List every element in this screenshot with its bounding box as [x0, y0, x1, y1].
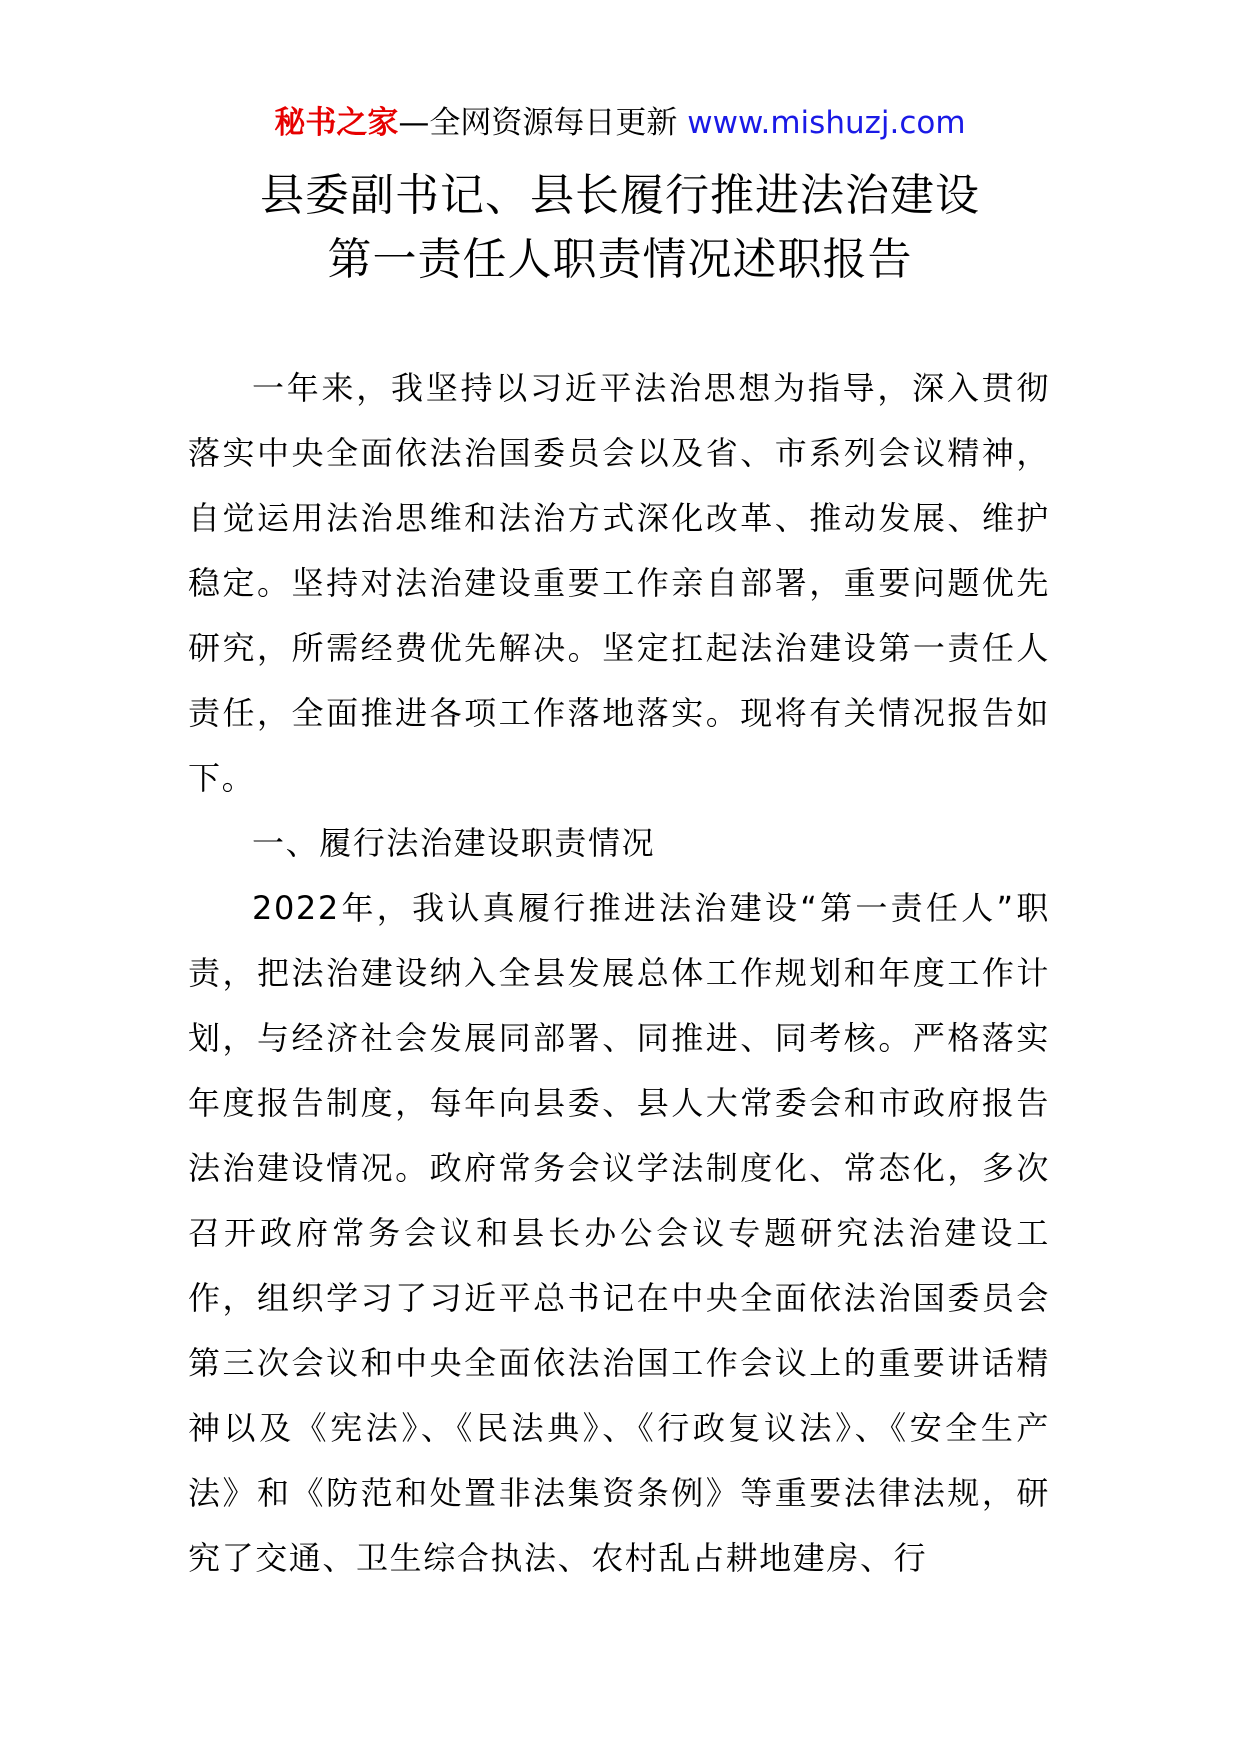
title-line-2: 第一责任人职责情况述职报告 [327, 234, 913, 285]
section-paragraph: 2022年，我认真履行推进法治建设“第一责任人”职责，把法治建设纳入全县发展总体工作规划和年度工作计划，与经济社会发展同部署、同推进、同考核。严格落实年度报告制度，每年向县委、县人大常委会和市政府报告法治建设情况。政府常务会议学法制度化、常态化，多次召开政府常务会议和县长办公会议专题研究法治建设工作，组织学习了习近平总书记在中央全面依法治国委员会第三次会议和中央全面依法治国工作会议上的重要讲话精神以及《宪法》、《民法典》、《行政复议法》、《安全生产法》和《防范和处置非法集资条例》等重要法律法规，研究了交通、卫生综合执法、农村乱占耕地建房、行 [188, 889, 1050, 1577]
section-heading: 一、履行法治建设职责情况 [252, 824, 656, 862]
website-link[interactable]: www.mishuzj.com [687, 105, 966, 141]
document-title [0, 164, 1240, 292]
document-body [188, 356, 1050, 1591]
brand-name: 秘书之家 [274, 105, 399, 141]
header-banner [0, 100, 1240, 146]
banner-tagline: —全网资源每日更新 [398, 105, 688, 141]
intro-paragraph: 一年来，我坚持以习近平法治思想为指导，深入贯彻落实中央全面依法治国委员会以及省、市系列会议精神，自觉运用法治思维和法治方式深化改革、推动发展、维护稳定。坚持对法治建设重要工作亲自部署，重要问题优先研究，所需经费优先解决。坚定扛起法治建设第一责任人责任，全面推进各项工作落地落实。现将有关情况报告如下。 [188, 369, 1050, 797]
title-line-1: 县委副书记、县长履行推进法治建设 [260, 170, 980, 221]
